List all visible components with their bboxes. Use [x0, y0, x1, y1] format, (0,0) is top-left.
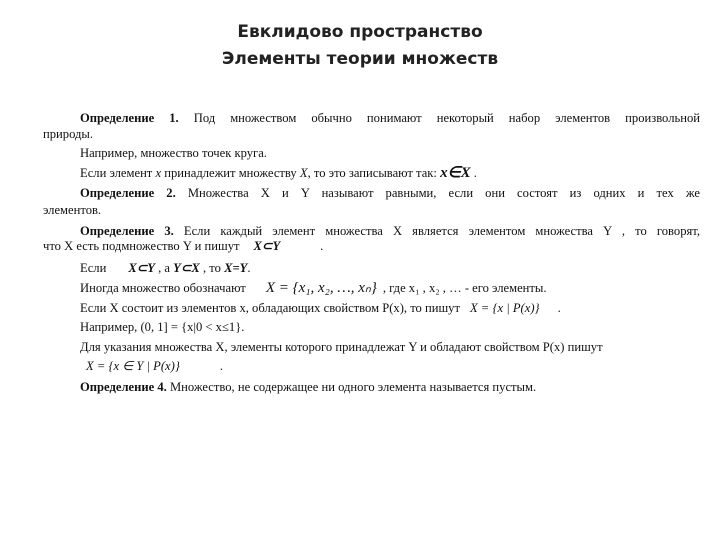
def4-label: Определение 4. — [80, 380, 167, 394]
subset-prop-line: Для указания множества X, элементы которого принадлежат Y и обладают свойством P(x) пишут — [80, 340, 603, 354]
t: . — [320, 239, 324, 253]
t: Если — [80, 261, 107, 275]
formula-1: X⊂Y — [128, 261, 155, 275]
def1-text: Под множеством обычно понимают некоторый набор элементов произвольной — [178, 111, 700, 125]
t: что X есть подмножество Y и пишут — [43, 239, 240, 253]
def3-label: Определение 3. — [80, 224, 174, 238]
notation-line — [80, 280, 547, 296]
def2-label: Определение 2. — [80, 186, 176, 200]
def3-cont — [43, 238, 323, 254]
formula-belongs: x∈X — [440, 165, 471, 181]
t: , а — [158, 261, 171, 275]
formula-property: X = {x | P(x)} — [469, 301, 540, 315]
t: Если элемент — [80, 166, 156, 180]
t: . — [247, 261, 251, 275]
def3-line — [80, 223, 700, 239]
belongs-line — [80, 165, 477, 181]
subset-prop-formula-line — [86, 358, 223, 374]
def2-cont: элементов. — [43, 203, 102, 217]
t: принадлежит множеству — [161, 166, 300, 180]
def1-cont: природы. — [43, 127, 94, 141]
example2: Например, (0, 1] = {x|0 < x≤1}. — [80, 320, 245, 334]
title-line-2: Элементы теории множеств — [221, 49, 499, 69]
var-x: x — [155, 166, 162, 180]
t: , где x₁ , x₂ , … - его элементы. — [382, 281, 547, 295]
t: . — [557, 301, 561, 315]
def2-line — [80, 185, 700, 201]
formula-3: X=Y — [224, 261, 248, 275]
def3-text: Если каждый элемент множества X является элементом множества Y , то говорят, — [173, 224, 700, 238]
t: . — [470, 166, 477, 180]
var-X: X — [299, 166, 308, 180]
formula-subset: X⊂Y — [253, 239, 281, 253]
t: , то это записывают так: — [307, 166, 441, 180]
formula-2: Y⊂X — [173, 261, 200, 275]
property-line — [80, 300, 561, 316]
def1-label: Определение 1. — [80, 111, 179, 125]
def4-line — [80, 379, 536, 395]
t: , то — [202, 261, 221, 275]
example1: Например, множество точек круга. — [80, 146, 267, 160]
t: Иногда множество обозначают — [80, 281, 246, 295]
formula-enumeration: X = {x₁, x₂, …, xₙ} — [265, 280, 377, 296]
t: . — [219, 359, 224, 373]
formula-subset-property: X = {x ∈ Y | P(x)} — [86, 359, 180, 373]
def4-text: Множество, не содержащее ни одного элемента называется пустым. — [166, 380, 537, 394]
title-line-1: Евклидово пространство — [237, 22, 483, 42]
t: Если X состоит из элементов x, обладающих свойством P(x), то пишут — [80, 301, 460, 315]
def2-text: Множества X и Y называют равными, если они состоят из одних и тех же — [175, 186, 700, 200]
equal-line — [80, 260, 251, 276]
def1-line — [80, 110, 700, 126]
